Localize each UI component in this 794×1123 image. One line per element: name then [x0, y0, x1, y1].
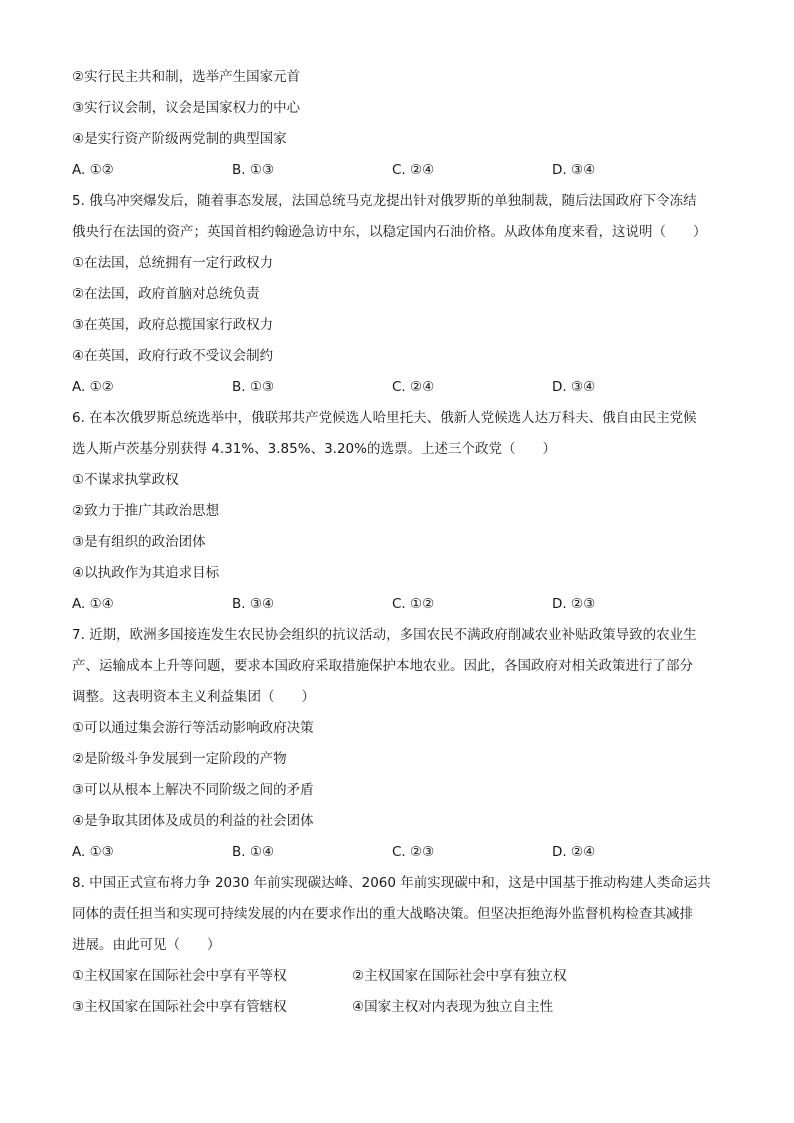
- q4-choice-b: B. ①③: [232, 162, 275, 178]
- q7-answer-choices: [72, 837, 732, 868]
- q6-option-item-4: ④以执政作为其追求目标: [72, 565, 220, 581]
- document-page: [72, 62, 732, 1023]
- q4-option-item-4: ④是实行资产阶级两党制的典型国家: [72, 131, 287, 147]
- q8-stem-line-2: 同体的责任担当和实现可持续发展的内在要求作出的重大战略决策。但坚决拒绝海外监督机构检查其减排: [72, 906, 693, 922]
- q4-choice-d: D. ③④: [552, 162, 596, 178]
- q5-option-item-3: ③在英国，政府总揽国家行政权力: [72, 317, 274, 333]
- q5-stem-line-2: 俄央行在法国的资产；英国首相约翰逊急访中东，以稳定国内石油价格。从政体角度来看，这说明（ ）: [72, 224, 707, 240]
- q7-choice-a: A. ①③: [72, 844, 114, 860]
- q7-stem-line-1: 7. 近期，欧洲多国接连发生农民协会组织的抗议活动，多国农民不满政府削减农业补贴政策导致的农业生: [72, 627, 697, 643]
- q8-option-row-2: [72, 992, 732, 1023]
- q4-option-item-2: ②实行民主共和制，选举产生国家元首: [72, 69, 301, 85]
- q6-option-item-2: ②致力于推广其政治思想: [72, 503, 220, 519]
- q5-option-item-2: ②在法国，政府首脑对总统负责: [72, 286, 260, 302]
- q6-choice-d: D. ②③: [552, 596, 596, 612]
- q6-choice-b: B. ③④: [232, 596, 275, 612]
- q7-stem-line-3: 调整。这表明资本主义利益集团（ ）: [72, 689, 315, 705]
- q7-option-item-2: ②是阶级斗争发展到一定阶段的产物: [72, 751, 287, 767]
- q8-stem-line-1: 8. 中国正式宣布将力争 2030 年前实现碳达峰、2060 年前实现碳中和，这是中国基于推动构建人类命运共: [72, 875, 711, 891]
- q4-choice-c: C. ②④: [392, 162, 435, 178]
- q5-choice-c: C. ②④: [392, 379, 435, 395]
- q5-choice-a: A. ①②: [72, 379, 114, 395]
- q6-option-item-1: ①不谋求执掌政权: [72, 472, 179, 488]
- q5-choice-d: D. ③④: [552, 379, 596, 395]
- q8-option-item-3: ③主权国家在国际社会中享有管辖权: [72, 999, 287, 1015]
- q6-answer-choices: [72, 589, 732, 620]
- q7-choice-b: B. ①④: [232, 844, 275, 860]
- q4-choice-a: A. ①②: [72, 162, 114, 178]
- q7-option-item-4: ④是争取其团体及成员的利益的社会团体: [72, 813, 314, 829]
- q6-stem-line-2: 选人斯卢茨基分别获得 4.31%、3.85%、3.20%的选票。上述三个政党（ ）: [72, 441, 556, 457]
- q7-choice-d: D. ②④: [552, 844, 596, 860]
- q8-option-item-2: ②主权国家在国际社会中享有独立权: [352, 968, 567, 984]
- q6-stem-line-1: 6. 在本次俄罗斯总统选举中，俄联邦共产党候选人哈里托夫、俄新人党候选人达万科夫、俄自由民主党候: [72, 410, 697, 426]
- q7-choice-c: C. ②③: [392, 844, 435, 860]
- q6-option-item-3: ③是有组织的政治团体: [72, 534, 206, 550]
- q5-choice-b: B. ①③: [232, 379, 275, 395]
- q8-option-item-1: ①主权国家在国际社会中享有平等权: [72, 968, 287, 984]
- q4-option-item-3: ③实行议会制，议会是国家权力的中心: [72, 100, 301, 116]
- q4-answer-choices: [72, 155, 732, 186]
- q5-option-item-4: ④在英国，政府行政不受议会制约: [72, 348, 274, 364]
- q5-stem-line-1: 5. 俄乌冲突爆发后，随着事态发展，法国总统马克龙提出针对俄罗斯的单独制裁，随后法国政府下令冻结: [72, 193, 697, 209]
- q8-stem-line-3: 进展。由此可见（ ）: [72, 937, 221, 953]
- q5-option-item-1: ①在法国，总统拥有一定行政权力: [72, 255, 274, 271]
- q7-stem-line-2: 产、运输成本上升等问题，要求本国政府采取措施保护本地农业。因此，各国政府对相关政策进行了部分: [72, 658, 693, 674]
- q6-choice-c: C. ①②: [392, 596, 435, 612]
- q6-choice-a: A. ①④: [72, 596, 114, 612]
- q8-option-row-1: [72, 961, 732, 992]
- q7-option-item-3: ③可以从根本上解决不同阶级之间的矛盾: [72, 782, 314, 798]
- q7-option-item-1: ①可以通过集会游行等活动影响政府决策: [72, 720, 314, 736]
- q5-answer-choices: [72, 372, 732, 403]
- q8-option-item-4: ④国家主权对内表现为独立自主性: [352, 999, 554, 1015]
